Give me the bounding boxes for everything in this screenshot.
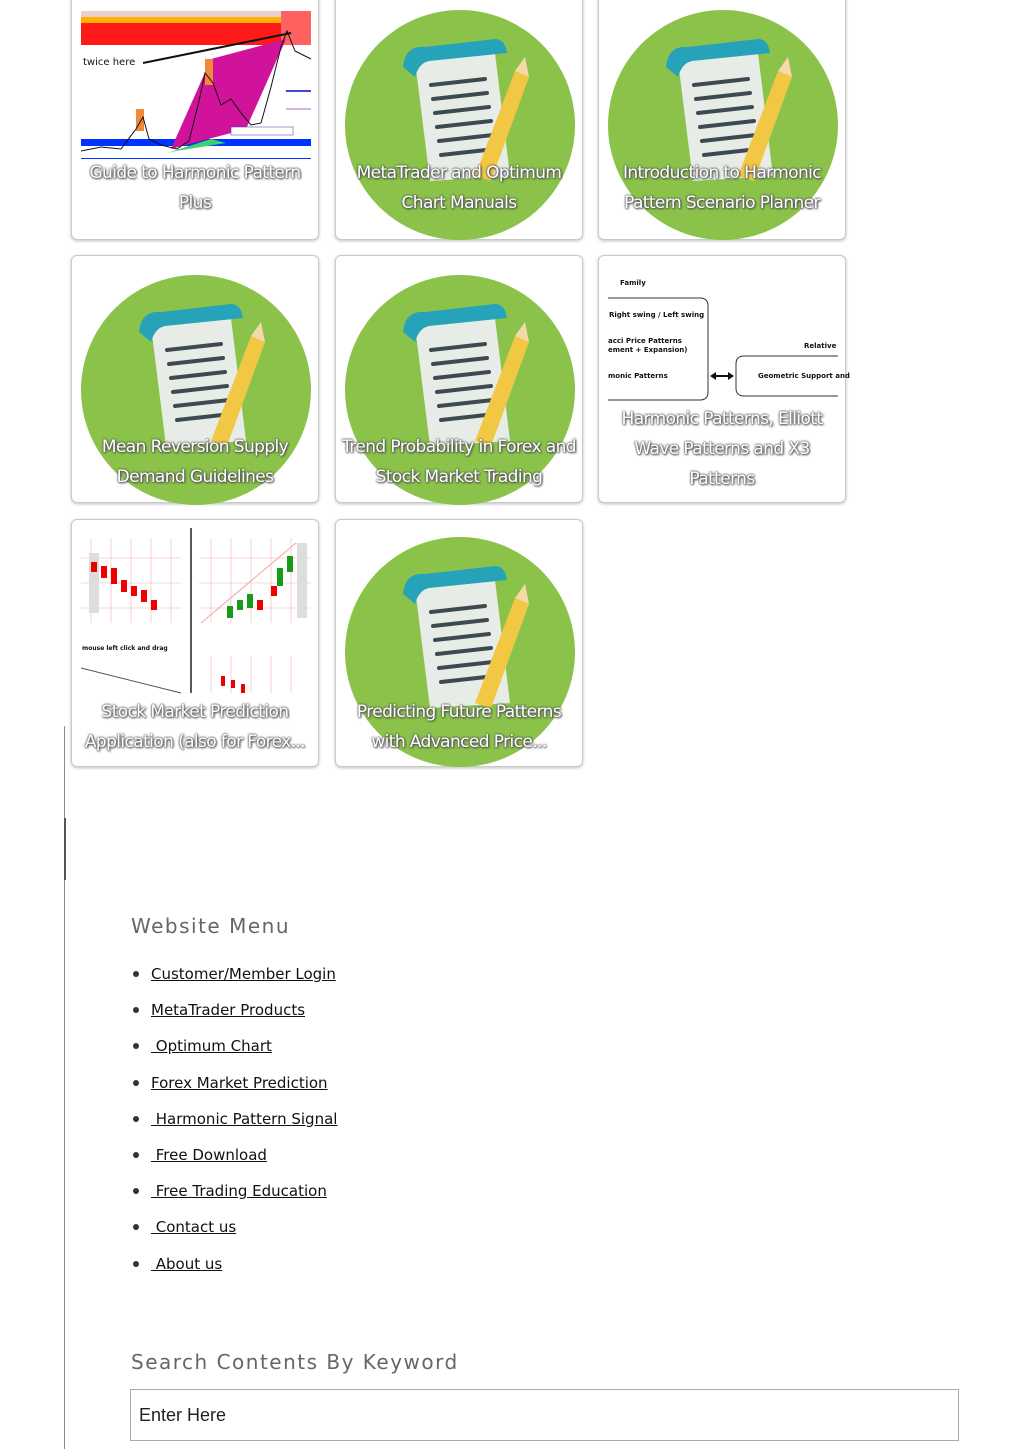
menu-item-forex-prediction xyxy=(131,1067,337,1103)
search-section-title: Search Contents By Keyword xyxy=(131,1350,459,1374)
bullet-icon xyxy=(133,971,139,977)
card-harmonic-pattern-plus[interactable] xyxy=(71,0,319,240)
menu-item-login xyxy=(131,958,337,994)
card-title: Mean Reversion Supply Demand Guidelines xyxy=(101,437,289,487)
chart-annotation-label: twice here xyxy=(83,57,136,68)
bullet-icon xyxy=(133,1007,139,1013)
prediction-hint-label: mouse left click and drag xyxy=(82,645,168,652)
card-predicting-future-patterns[interactable] xyxy=(335,519,583,767)
menu-item-about xyxy=(131,1248,337,1284)
card-title: Stock Market Prediction Application (also for Forex... xyxy=(84,702,306,752)
menu-link-about-us[interactable]: About us xyxy=(151,1254,223,1273)
diagram-label: Relative xyxy=(804,342,837,350)
diagram-label: Right swing / Left swing xyxy=(609,311,705,319)
scroll-pencil-icon xyxy=(345,266,575,423)
menu-link-optimum-chart[interactable]: Optimum Chart xyxy=(151,1037,272,1056)
card-title: MetaTrader and Optimum Chart Manuals xyxy=(356,163,562,213)
diagram-label: Geometric Support and xyxy=(758,372,850,380)
prediction-charts-image xyxy=(81,528,311,693)
diagram-label: Family xyxy=(620,279,646,287)
search-input[interactable] xyxy=(130,1389,959,1441)
bullet-icon xyxy=(133,1116,139,1122)
harmonic-chart-image xyxy=(81,1,311,158)
menu-item-free-download xyxy=(131,1139,337,1175)
card-metatrader-manuals[interactable] xyxy=(335,0,583,240)
website-menu-title: Website Menu xyxy=(131,914,290,938)
menu-link-metatrader-products[interactable]: MetaTrader Products xyxy=(151,1001,306,1020)
card-mean-reversion[interactable] xyxy=(71,255,319,503)
card-title: Predicting Future Patterns with Advanced Price... xyxy=(356,702,562,752)
menu-link-free-education[interactable]: Free Trading Education xyxy=(151,1182,327,1201)
pattern-diagram-image xyxy=(608,266,850,399)
scroll-pencil-icon xyxy=(608,1,838,158)
scroll-pencil-icon xyxy=(345,528,575,693)
menu-link-forex-prediction[interactable]: Forex Market Prediction xyxy=(151,1073,328,1092)
menu-item-free-education xyxy=(131,1175,337,1211)
menu-link-free-download[interactable]: Free Download xyxy=(151,1145,267,1164)
card-harmonic-elliott-x3[interactable] xyxy=(598,255,850,503)
card-stock-prediction-app[interactable] xyxy=(71,519,319,767)
menu-link-harmonic-signal[interactable]: Harmonic Pattern Signal xyxy=(151,1109,338,1128)
menu-item-harmonic-signal xyxy=(131,1103,337,1139)
menu-item-optimum-chart xyxy=(131,1030,337,1066)
card-title: Introduction to Harmonic Pattern Scenario Planner xyxy=(622,163,822,213)
bullet-icon xyxy=(133,1224,139,1230)
bullet-icon xyxy=(133,1152,139,1158)
menu-item-contact xyxy=(131,1211,337,1247)
bullet-icon xyxy=(133,1261,139,1267)
scroll-pencil-icon xyxy=(81,266,311,423)
bullet-icon xyxy=(133,1043,139,1049)
menu-link-contact-us[interactable]: Contact us xyxy=(151,1218,237,1237)
menu-item-metatrader xyxy=(131,994,337,1030)
card-title: Guide to Harmonic Pattern Plus xyxy=(89,163,301,213)
bullet-icon xyxy=(133,1188,139,1194)
card-title: Trend Probability in Forex and Stock Market Trading xyxy=(342,437,576,487)
card-title: Harmonic Patterns, Elliott Wave Patterns and X3 Patterns xyxy=(621,409,823,489)
diagram-label: acci Price Patterns xyxy=(608,337,682,345)
card-trend-probability[interactable] xyxy=(335,255,583,503)
website-menu-list xyxy=(131,958,337,1284)
diagram-label: monic Patterns xyxy=(608,372,668,380)
diagram-label: ement + Expansion) xyxy=(608,346,688,354)
left-border-accent xyxy=(64,818,66,880)
card-scenario-planner[interactable] xyxy=(598,0,846,240)
scroll-pencil-icon xyxy=(345,1,575,158)
menu-link-customer-login[interactable]: Customer/Member Login xyxy=(151,965,336,983)
bullet-icon xyxy=(133,1080,139,1086)
